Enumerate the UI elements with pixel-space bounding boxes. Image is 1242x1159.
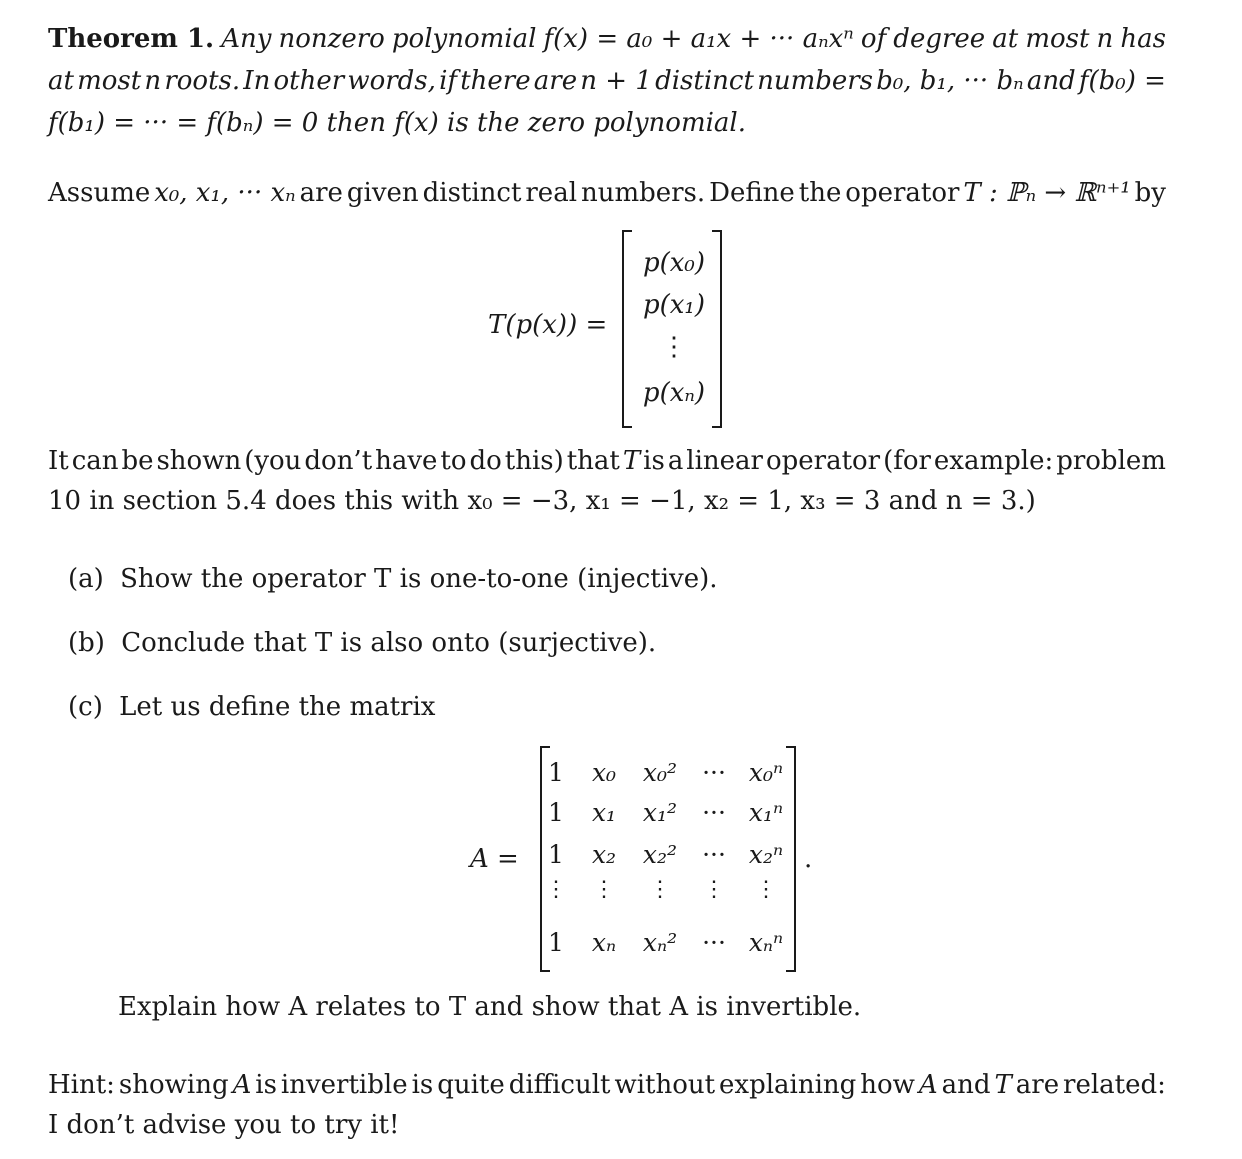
theorem-word: distinct: [655, 66, 754, 96]
assume-word: given: [346, 178, 419, 208]
note-word: (you: [244, 446, 302, 476]
theorem-word: nonzero: [278, 24, 385, 54]
assume-word: real: [525, 178, 578, 208]
matrix-a: [540, 746, 796, 972]
matrix-trailing: .: [804, 844, 813, 874]
hint-word: difficult: [508, 1070, 611, 1100]
theorem-word: has: [1120, 24, 1166, 54]
assume-math: x₀, x₁, ··· xₙ: [154, 178, 296, 208]
assume-word: numbers.: [580, 178, 706, 208]
matrix-entry: x₂ⁿ: [748, 840, 784, 869]
matrix-entry: ⋮: [545, 877, 567, 902]
theorem-word: n: [144, 66, 162, 96]
note-word: do: [469, 446, 502, 476]
assume-line: [48, 180, 1166, 206]
theorem-word: at: [48, 66, 74, 96]
theorem-math: n + 1: [580, 66, 652, 96]
matrix-entry: 1: [548, 928, 564, 957]
note-word: linear: [686, 446, 763, 476]
part-label: (b): [68, 628, 105, 658]
theorem-word: most: [77, 66, 142, 96]
hint-word: A: [918, 1070, 938, 1100]
vector-entry: ⋮: [661, 332, 687, 362]
theorem-label: Theorem 1.: [48, 24, 215, 54]
hint-line-1: [48, 1072, 1166, 1098]
theorem-math: b₀, b₁, ··· bₙ: [876, 66, 1024, 96]
part-a: [68, 566, 718, 592]
matrix-entry: x₂²: [642, 840, 678, 869]
matrix-entry: x₀: [591, 758, 617, 787]
explain-line: Explain how A relates to T and show that A is invertible.: [118, 992, 862, 1022]
theorem-word: if: [439, 66, 458, 96]
matrix-entry: ···: [702, 928, 726, 957]
theorem-word: other: [273, 66, 345, 96]
part-c: [68, 694, 435, 720]
theorem-word: numbers: [757, 66, 874, 96]
matrix-entry: ···: [702, 798, 726, 827]
assume-word: the: [798, 178, 842, 208]
hint-word: showing: [118, 1070, 229, 1100]
note-word: can: [71, 446, 119, 476]
part-label: (c): [68, 692, 103, 722]
note-word: It: [48, 446, 69, 476]
matrix-entry: xₙ²: [642, 928, 678, 957]
matrix-entry: ⋮: [703, 877, 725, 902]
matrix-entry: 1: [548, 758, 564, 787]
hint-word: quite: [437, 1070, 505, 1100]
vector-entry: p(x₁): [642, 290, 706, 320]
matrix-entry: ⋮: [755, 877, 777, 902]
part-label: (a): [68, 564, 104, 594]
hint-word: explaining: [719, 1070, 857, 1100]
theorem-math: f(x) = a₀ + a₁x + ··· aₙxⁿ: [543, 24, 854, 54]
matrix-entry: x₁: [591, 798, 617, 827]
hint-word: is: [411, 1070, 434, 1100]
assume-word: operator: [845, 178, 960, 208]
theorem-line-2: [48, 68, 1166, 94]
hint-word: T: [994, 1070, 1012, 1100]
matrix-entry: x₁²: [642, 798, 678, 827]
hint-word: how: [860, 1070, 915, 1100]
assume-word: by: [1134, 178, 1166, 208]
theorem-word: words,: [347, 66, 436, 96]
theorem-math: f(b₀) =: [1078, 66, 1166, 96]
note-word: that: [566, 446, 620, 476]
assume-word: are: [299, 178, 343, 208]
note-word: be: [121, 446, 154, 476]
matrix-entry: xₙ: [591, 928, 617, 957]
matrix-entry: xₙⁿ: [748, 928, 784, 957]
part-text: Let us define the matrix: [119, 692, 436, 722]
matrix-entry: ···: [702, 840, 726, 869]
matrix-entry: x₀²: [642, 758, 678, 787]
theorem-word: roots.: [164, 66, 241, 96]
note-word: example:: [933, 446, 1054, 476]
matrix-entry: 1: [548, 840, 564, 869]
hint-word: without: [614, 1070, 716, 1100]
hint-word: Hint:: [48, 1070, 115, 1100]
theorem-word: degree: [893, 24, 986, 54]
part-text: Show the operator T is one-to-one (injective).: [120, 564, 718, 594]
theorem-word: Any: [221, 24, 272, 54]
note-word: shown: [156, 446, 242, 476]
matrix-entry: x₂: [591, 840, 617, 869]
theorem-word: and: [1026, 66, 1076, 96]
vector-entry: p(xₙ): [642, 378, 706, 408]
hint-word: A: [232, 1070, 252, 1100]
theorem-word: there: [460, 66, 531, 96]
matrix-entry: ···: [702, 758, 726, 787]
theorem-word: most: [1025, 24, 1090, 54]
matrix-lhs: A =: [470, 844, 519, 874]
note-word: a: [667, 446, 684, 476]
matrix-entry: ⋮: [593, 877, 615, 902]
theorem-line-1: [48, 26, 1166, 52]
matrix-entry: 1: [548, 798, 564, 827]
note-word: this): [504, 446, 564, 476]
assume-word: distinct: [422, 178, 522, 208]
theorem-word: of: [860, 24, 887, 54]
note-word: is: [643, 446, 665, 476]
operator-lhs: T(p(x)) =: [488, 310, 608, 340]
theorem-word: In: [243, 66, 271, 96]
theorem-word: at: [992, 24, 1019, 54]
matrix-entry: ⋮: [649, 877, 671, 902]
note-word: T: [622, 446, 641, 476]
assume-math: T : ℙₙ → ℝⁿ⁺¹: [963, 178, 1131, 208]
note-word: don’t: [304, 446, 373, 476]
assume-word: Define: [709, 178, 795, 208]
hint-word: invertible: [280, 1070, 408, 1100]
part-b: [68, 630, 656, 656]
hint-word: is: [255, 1070, 277, 1100]
theorem-word: n: [1096, 24, 1114, 54]
note-word: operator: [765, 446, 881, 476]
hint-line-2: I don’t advise you to try it!: [48, 1110, 400, 1140]
part-text: Conclude that T is also onto (surjective).: [121, 628, 657, 658]
matrix-entry: x₁ⁿ: [748, 798, 784, 827]
matrix-entry: x₀ⁿ: [748, 758, 784, 787]
operator-vector: [622, 230, 722, 426]
note-word: to: [440, 446, 467, 476]
hint-word: and: [941, 1070, 991, 1100]
note-word: have: [375, 446, 438, 476]
theorem-line-3: f(b₁) = ··· = f(bₙ) = 0 then f(x) is the zero polynomial.: [48, 108, 746, 138]
hint-word: related:: [1063, 1070, 1166, 1100]
note-word: problem: [1056, 446, 1166, 476]
note-word: (for: [883, 446, 931, 476]
theorem-word: polynomial: [391, 24, 537, 54]
hint-word: are: [1015, 1070, 1060, 1100]
assume-word: Assume: [48, 178, 151, 208]
linear-note-line-2: 10 in section 5.4 does this with x₀ = −3, x₁ = −1, x₂ = 1, x₃ = 3 and n = 3.): [48, 486, 1036, 516]
theorem-word: are: [533, 66, 578, 96]
linear-note-line-1: [48, 448, 1166, 474]
vector-entry: p(x₀): [642, 248, 706, 278]
